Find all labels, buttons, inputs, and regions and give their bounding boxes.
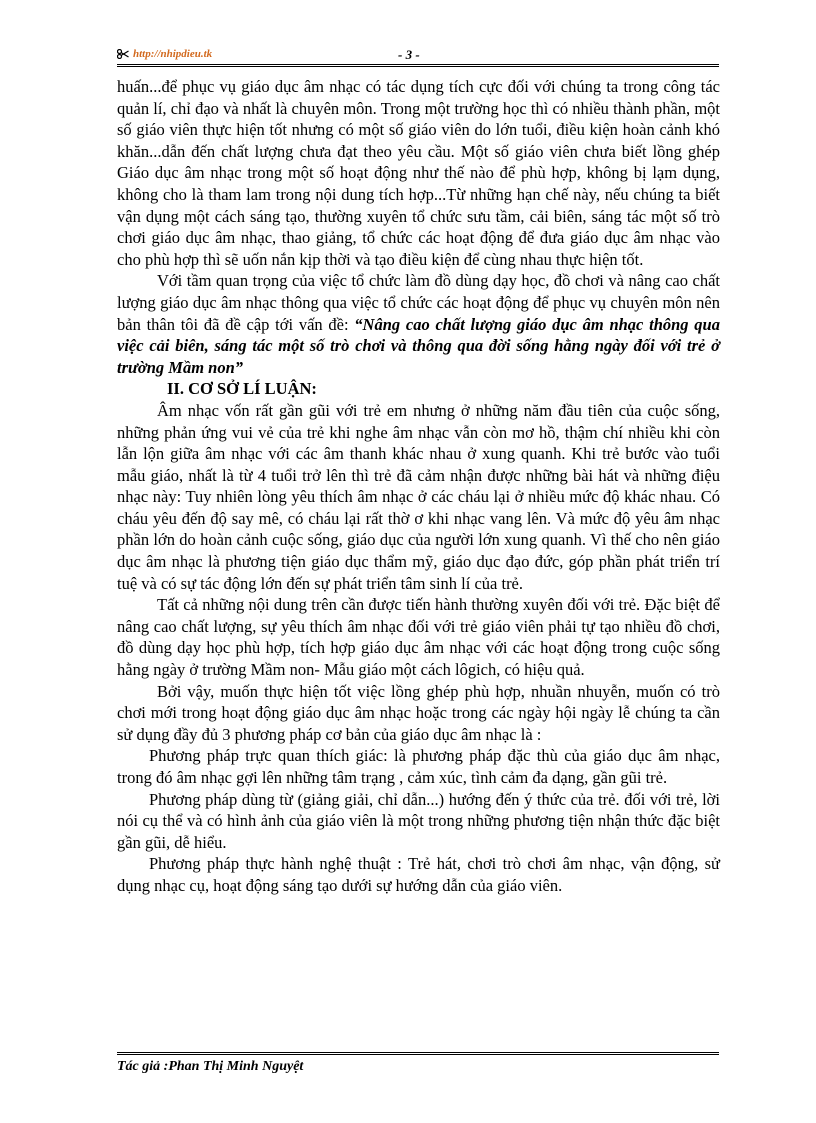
header-divider bbox=[117, 64, 719, 67]
header-link[interactable] bbox=[117, 48, 212, 60]
header-link-text[interactable]: http://nhipdieu.tk bbox=[133, 48, 213, 60]
footer-author: Tác giả :Phan Thị Minh Nguyệt bbox=[117, 1059, 304, 1074]
paragraph-2-lead: Với tầm quan trọng của việc tổ chức làm đồ dùng dạy học, đồ chơi và nâng cao chất lượng giáo dục âm nhạc thông qua việc tổ chức các hoạt động để phục vụ chuyên môn nên bản thân tôi đã đề cập tới vấn đề: bbox=[117, 271, 720, 334]
paragraph-4: Tất cả những nội dung trên cần được tiến hành thường xuyên đối với trẻ. Đặc biệt để nâng cao chất lượng, sự yêu thích âm nhạc đối với trẻ giáo viên phải tự tạo nhiều đồ chơi, đồ dùng dạy học phù hợp, tích hợp giáo dục âm nhạc với các hoạt động trong cuộc sống hằng ngày ở trường Mầm non- Mẫu giáo một cách lôgich, có hiệu quả. bbox=[117, 595, 720, 680]
paragraph-1: huấn...để phục vụ giáo dục âm nhạc có tác dụng tích cực đối với chúng ta trong công tác quản lí, chỉ đạo và nhất là chuyên môn. Trong một trường học thì có nhiều thành phần, một số giáo viên thực hiện tốt nhưng có một số giáo viên do lớn tuổi, điều kiện hoàn cảnh khó khăn...dẫn đến chất lượng chưa đạt theo yêu cầu. Một số giáo viên chưa biết lồng ghép Giáo dục âm nhạc trong một số hoạt động như thế nào để phù hợp, không bị lạm dụng, không cho là tham lam trong nội dung tích hợp...Từ những hạn chế này, nếu chúng ta biết vận dụng một cách sáng tạo, thường xuyên tổ chức sưu tầm, cải biên, sáng tác một số trò chơi giáo dục âm nhạc, thao giảng, tổ chức các hoạt động để đưa giáo dục âm nhạc vào cho phù hợp thì sẽ uốn nắn kịp thời và tạo điều kiện để cùng nhau thực hiện tốt. bbox=[117, 77, 720, 269]
footer-divider bbox=[117, 1052, 719, 1055]
page-header bbox=[117, 46, 719, 66]
document-body bbox=[117, 76, 720, 897]
page-number: - 3 - bbox=[398, 47, 420, 62]
paragraph-7: Phương pháp dùng từ (giảng giải, chỉ dẫn...) hướng đến ý thức của trẻ. đối với trẻ, lời nói cụ thể và có hình ảnh của giáo viên là một trong những phương tiện nhận thức đặc biệt gần gũi, dễ hiểu. bbox=[117, 789, 720, 852]
paragraph-5: Bởi vậy, muốn thực hiện tốt việc lồng ghép phù hợp, nhuần nhuyễn, muốn có trò chơi mới trong hoạt động giáo dục âm nhạc hoặc trong các ngày hội ngày lễ chúng ta cần sử dụng đầy đủ 3 phương pháp cơ bản của giáo dục âm nhạc là : bbox=[117, 681, 720, 744]
paragraph-8: Phương pháp thực hành nghệ thuật : Trẻ hát, chơi trò chơi âm nhạc, vận động, sử dụng nhạc cụ, hoạt động sáng tạo dưới sự hướng dẫn của giáo viên. bbox=[117, 854, 720, 895]
paragraph-2 bbox=[117, 270, 720, 378]
paragraph-3: Âm nhạc vốn rất gần gũi với trẻ em nhưng ở những năm đầu tiên của cuộc sống, những phản ứng vui vẻ của trẻ khi nghe âm nhạc vẫn còn mơ hồ, thậm chí nhiều khi còn lẫn lộn giữa âm nhạc với các âm thanh khác nhau ở xung quanh. Khi trẻ bước vào tuổi mẫu giáo, nhất là từ 4 tuổi trở lên thì trẻ đã cảm nhận được những bài hát và những điệu nhạc này: Tuy nhiên lòng yêu thích âm nhạc ở các cháu lại ở nhiều mức độ khác nhau. Có cháu yêu đến độ say mê, có cháu lại rất thờ ơ khi nhạc vang lên. Và mức độ yêu âm nhạc phần lớn do hoàn cảnh cuộc sống, giáo dục của người lớn xung quanh. Vì thế cho nên giáo dục âm nhạc là phương tiện giáo dục thẩm mỹ, giáo dục đạo đức, góp phần phát triển trí tuệ và có sự tác động lớn đến sự phát triển tâm sinh lí của trẻ. bbox=[117, 400, 720, 593]
topic-title: “Nâng cao chất lượng giáo dục âm nhạc thông qua việc cải biên, sáng tác một số trò chơi và thông qua đời sống hằng ngày đối với trẻ ở trường Mầm non” bbox=[117, 314, 720, 377]
section-heading: II. CƠ SỞ LÍ LUẬN: bbox=[167, 379, 317, 399]
scissors-icon bbox=[117, 49, 129, 59]
paragraph-6: Phương pháp trực quan thích giác: là phương pháp đặc thù của giáo dục âm nhạc, trong đó âm nhạc gợi lên những tâm trạng , cảm xúc, tình cảm đa dạng, gần gũi trẻ. bbox=[117, 746, 720, 787]
